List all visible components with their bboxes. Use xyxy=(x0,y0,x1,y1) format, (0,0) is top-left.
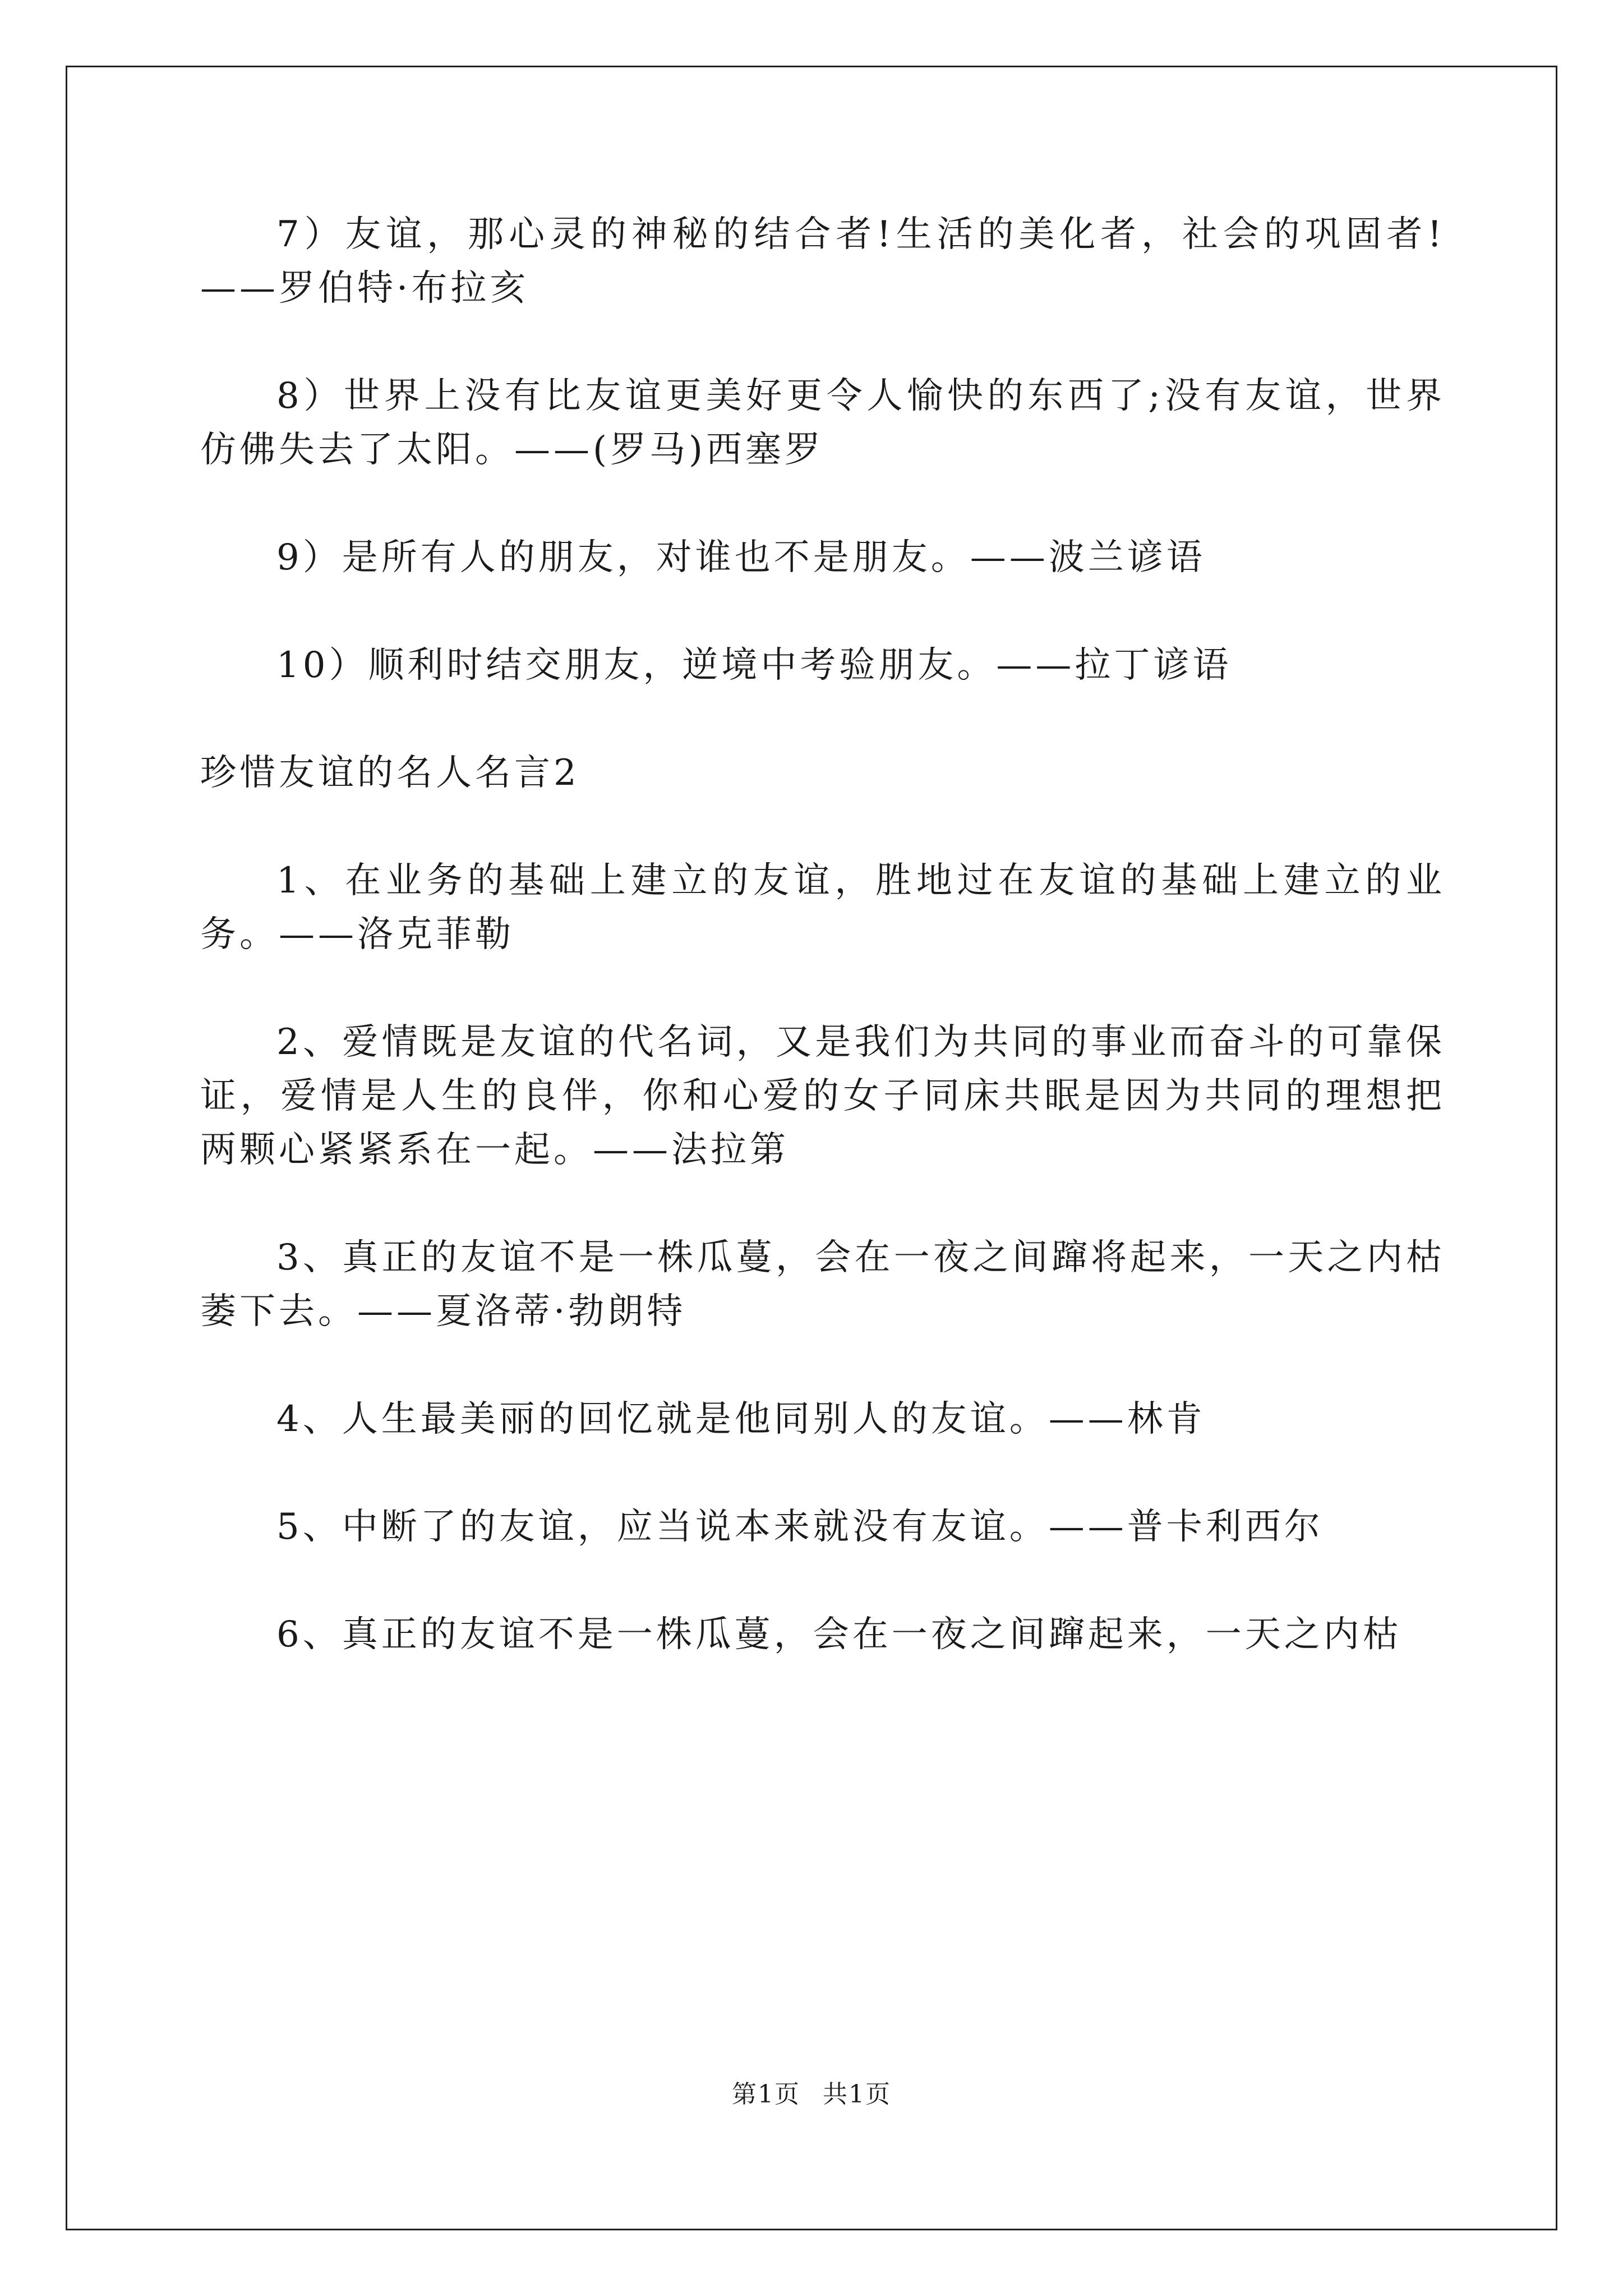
paragraph-quote-10: 10）顺利时结交朋友，逆境中考验朋友。——拉丁谚语 xyxy=(276,645,1232,686)
paragraph-item-5: 5、中断了的友谊，应当说本来就没有友谊。——普卡利西尔 xyxy=(276,1506,1324,1548)
paragraph-item-2: 2、爱情既是友谊的代名词，又是我们为共同的事业而奋斗的可靠保证，爱情是人生的良伴，你和心爱的女子同床共眠是因为共同的理想把两颗心紧紧系在一起。——法拉第 xyxy=(200,1022,1445,1171)
paragraph-quote-8: 8）世界上没有比友谊更美好更令人愉快的东西了;没有友谊，世界仿佛失去了太阳。——(罗马)西塞罗 xyxy=(200,375,1445,471)
paragraph-quote-9: 9）是所有人的朋友，对谁也不是朋友。——波兰谚语 xyxy=(276,537,1206,578)
document-body xyxy=(200,208,1445,1715)
paragraph-item-6: 6、真正的友谊不是一株瓜蔓，会在一夜之间蹿起来，一天之内枯 xyxy=(276,1614,1402,1655)
page-total: 共1页 xyxy=(823,2080,891,2109)
paragraph-item-3: 3、真正的友谊不是一株瓜蔓，会在一夜之间蹿将起来，一天之内枯萎下去。——夏洛蒂·勃朗特 xyxy=(200,1237,1445,1332)
section-heading: 珍惜友谊的名人名言2 xyxy=(200,752,580,794)
page-number: 第1页 xyxy=(732,2080,800,2109)
page-footer xyxy=(0,2079,1623,2110)
paragraph-item-4: 4、人生最美丽的回忆就是他同别人的友谊。——林肯 xyxy=(276,1398,1206,1440)
paragraph-item-1: 1、在业务的基础上建立的友谊，胜地过在友谊的基础上建立的业务。——洛克菲勒 xyxy=(200,860,1445,955)
paragraph-quote-7: 7）友谊，那心灵的神秘的结合者!生活的美化者，社会的巩固者!——罗伯特·布拉亥 xyxy=(200,214,1445,309)
